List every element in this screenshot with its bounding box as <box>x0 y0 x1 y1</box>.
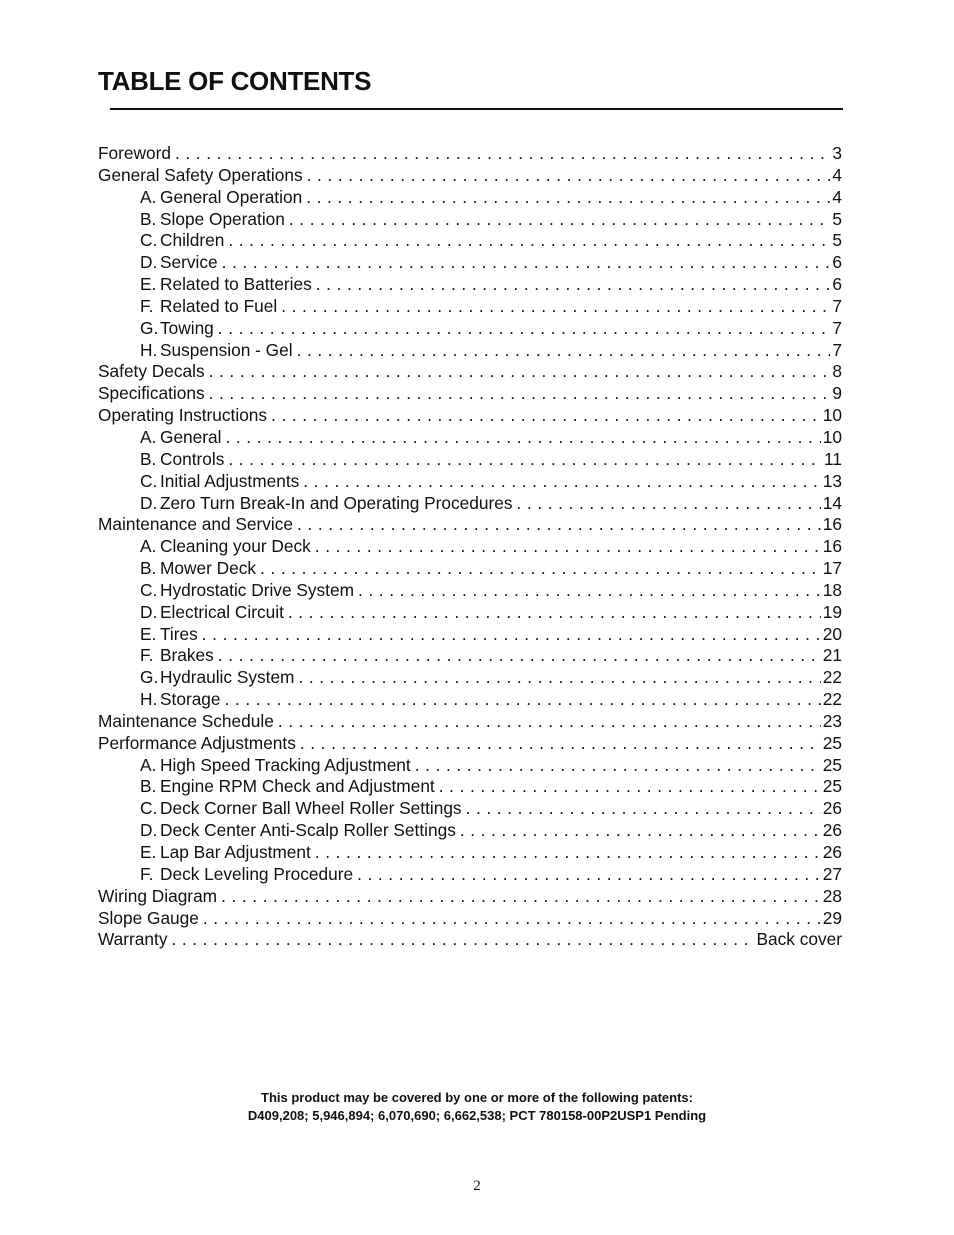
toc-entry-text: Suspension - Gel <box>160 339 293 360</box>
toc-subentry <box>98 296 842 318</box>
toc-entry-page: 5 <box>832 208 842 229</box>
toc-subentry <box>98 580 842 602</box>
toc-entry-label <box>140 493 513 515</box>
toc-entry-label <box>140 471 299 493</box>
toc-entry-page: 25 <box>822 732 842 753</box>
toc-entry-text: Tires <box>160 623 198 644</box>
toc-entry-text: High Speed Tracking Adjustment <box>160 754 411 775</box>
dot-leader <box>209 361 831 383</box>
toc-entry-label <box>140 449 224 471</box>
toc-entry-label <box>140 624 198 646</box>
toc-entry-letter: E. <box>140 623 157 644</box>
toc-entry-page: 19 <box>822 601 842 622</box>
toc-entry-label <box>140 318 214 340</box>
toc-entry-page: 9 <box>832 383 842 404</box>
toc-entry-page: 3 <box>832 143 842 163</box>
toc-entry-page: 7 <box>832 339 842 360</box>
dot-leader <box>415 755 821 777</box>
toc-entry-label <box>140 558 256 580</box>
toc-entry-letter: F. <box>140 863 154 884</box>
toc-entry-letter: D. <box>140 252 158 273</box>
toc-entry-text: Electrical Circuit <box>160 601 284 622</box>
toc-entry-letter: D. <box>140 601 158 622</box>
toc-entry-label <box>98 383 205 405</box>
toc-entry-page: 7 <box>832 295 842 316</box>
toc-subentry <box>98 798 842 820</box>
dot-leader <box>288 602 821 624</box>
toc-entry-label <box>140 776 435 798</box>
toc-entry <box>98 383 842 405</box>
dot-leader <box>202 624 821 646</box>
toc-entry-page: 21 <box>822 645 842 666</box>
dot-leader <box>222 252 831 274</box>
toc-entry-page: 6 <box>832 274 842 295</box>
toc-entry-page: 20 <box>822 623 842 644</box>
dot-leader <box>271 405 821 427</box>
toc-entry-page: 27 <box>822 863 842 884</box>
toc-entry-text: Cleaning your Deck <box>160 536 311 557</box>
toc-subentry <box>98 471 842 493</box>
toc-subentry <box>98 187 842 209</box>
toc-entry-page: 25 <box>822 754 842 775</box>
dot-leader <box>439 776 821 798</box>
dot-leader <box>218 645 821 667</box>
toc-entry-text: Maintenance and Service <box>98 514 294 535</box>
toc-entry-letter: H. <box>140 689 158 710</box>
toc-entry <box>98 929 842 951</box>
toc-entry <box>98 908 842 930</box>
toc-entry-letter: F. <box>140 295 154 316</box>
toc-entry-label <box>140 187 302 209</box>
toc-entry-letter: D. <box>140 492 158 513</box>
toc-subentry <box>98 536 842 558</box>
toc-entry-page: 26 <box>822 842 842 862</box>
toc-entry-page: 7 <box>832 317 842 338</box>
toc-entry-text: Foreword <box>98 143 171 163</box>
toc-entry-page: 26 <box>822 798 842 819</box>
toc-entry-text: Operating Instructions <box>98 405 268 426</box>
dot-leader <box>278 711 821 733</box>
toc-entry-text: Mower Deck <box>160 558 257 579</box>
toc-entry-page: 4 <box>832 164 842 185</box>
toc-entry <box>98 886 842 908</box>
toc-entry-letter: C. <box>140 579 158 600</box>
toc-entry-letter: E. <box>140 274 157 295</box>
toc-entry-label <box>140 209 285 231</box>
toc-subentry <box>98 864 842 886</box>
toc-entry-letter: F. <box>140 645 154 666</box>
toc-entry-page: 17 <box>822 558 842 579</box>
toc-entry-label <box>140 536 311 558</box>
toc-entry-text: Performance Adjustments <box>98 732 296 753</box>
dot-leader <box>228 230 830 252</box>
toc-entry-label <box>140 340 293 362</box>
toc-entry <box>98 733 842 755</box>
toc-entry-label <box>98 908 199 930</box>
toc-entry-label <box>140 274 312 296</box>
toc-entry <box>98 143 842 165</box>
toc-entry-page: 26 <box>822 820 842 841</box>
toc-entry-page: 25 <box>822 776 842 797</box>
toc-entry-text: Maintenance Schedule <box>98 710 274 731</box>
toc-entry-text: Hydraulic System <box>160 667 295 688</box>
toc-subentry <box>98 230 842 252</box>
dot-leader <box>260 558 821 580</box>
toc-entry-page: 22 <box>822 689 842 710</box>
toc-subentry <box>98 449 842 471</box>
toc-entry-label <box>98 711 274 733</box>
patent-notice-line2: D409,208; 5,946,894; 6,070,690; 6,662,538; PCT 780158-00P2USP1 Pending <box>247 1108 707 1123</box>
toc-entry-page: 22 <box>822 667 842 688</box>
toc-entry-letter: E. <box>140 842 157 862</box>
toc-entry-label <box>98 514 293 536</box>
toc-entry-letter: G. <box>140 317 159 338</box>
toc-entry-label <box>140 755 411 777</box>
dot-leader <box>209 383 831 405</box>
dot-leader <box>281 296 830 318</box>
dot-leader <box>358 580 821 602</box>
toc-entry <box>98 711 842 733</box>
toc-entry-page: 11 <box>824 448 842 469</box>
toc-subentry <box>98 318 842 340</box>
toc-entry-letter: B. <box>140 448 157 469</box>
toc-entry-label <box>140 864 353 886</box>
toc-subentry <box>98 427 842 449</box>
dot-leader <box>203 908 821 930</box>
toc-subentry <box>98 602 842 624</box>
dot-leader <box>300 733 821 755</box>
dot-leader <box>303 471 820 493</box>
toc-entry-label <box>98 361 205 383</box>
toc-entry-page: 10 <box>822 426 842 447</box>
toc-entry-text: Safety Decals <box>98 361 205 382</box>
toc-entry-page: 6 <box>832 252 842 273</box>
toc-entry-page: 28 <box>822 885 842 906</box>
toc-subentry <box>98 755 842 777</box>
toc-entry-text: Deck Leveling Procedure <box>160 863 354 884</box>
toc-subentry <box>98 842 842 864</box>
toc-entry-letter: H. <box>140 339 158 360</box>
dot-leader <box>307 165 831 187</box>
toc-entry-letter: B. <box>140 776 157 797</box>
toc-entry-letter: B. <box>140 558 157 579</box>
toc-entry-page: 16 <box>822 536 842 557</box>
toc-entry-label <box>98 143 171 165</box>
toc-entry <box>98 361 842 383</box>
toc-entry-text: Deck Center Anti-Scalp Roller Settings <box>160 820 456 841</box>
title-divider <box>110 108 843 110</box>
dot-leader <box>289 209 830 231</box>
toc-entry-page: Back cover <box>756 929 842 950</box>
toc-entry-text: Brakes <box>160 645 214 666</box>
dot-leader <box>298 667 820 689</box>
toc-entry-label <box>140 798 462 820</box>
dot-leader <box>221 886 821 908</box>
page-number: 2 <box>473 1178 481 1194</box>
dot-leader <box>466 798 821 820</box>
dot-leader <box>315 842 821 864</box>
table-of-contents <box>98 143 842 951</box>
toc-entry-text: Engine RPM Check and Adjustment <box>160 776 435 797</box>
dot-leader <box>357 864 821 886</box>
toc-entry-page: 18 <box>822 579 842 600</box>
toc-subentry <box>98 645 842 667</box>
toc-entry-label <box>140 580 354 602</box>
toc-entry-label <box>140 230 224 252</box>
toc-entry-page: 16 <box>822 514 842 535</box>
toc-subentry <box>98 209 842 231</box>
toc-entry-page: 29 <box>822 907 842 928</box>
toc-subentry <box>98 274 842 296</box>
toc-entry-letter: C. <box>140 470 158 491</box>
toc-entry-label <box>98 165 303 187</box>
dot-leader <box>517 493 821 515</box>
toc-entry-label <box>140 645 214 667</box>
toc-entry-label <box>140 252 218 274</box>
toc-entry-text: Storage <box>160 689 221 710</box>
dot-leader <box>297 340 831 362</box>
toc-entry-text: General Safety Operations <box>98 164 303 185</box>
toc-entry-label <box>140 689 221 711</box>
toc-entry-letter: A. <box>140 186 157 207</box>
dot-leader <box>460 820 821 842</box>
toc-subentry <box>98 340 842 362</box>
toc-entry-label <box>140 427 221 449</box>
dot-leader <box>218 318 831 340</box>
dot-leader <box>297 514 821 536</box>
toc-entry-label <box>140 296 277 318</box>
toc-entry-letter: A. <box>140 426 157 447</box>
toc-entry-text: Slope Gauge <box>98 907 199 928</box>
toc-entry-label <box>140 820 456 842</box>
toc-entry-page: 8 <box>832 361 842 382</box>
toc-subentry <box>98 820 842 842</box>
toc-entry-text: Deck Corner Ball Wheel Roller Settings <box>160 798 462 819</box>
toc-entry-text: Towing <box>160 317 214 338</box>
dot-leader <box>225 427 820 449</box>
toc-entry-page: 10 <box>822 405 842 426</box>
toc-entry-letter: C. <box>140 230 158 251</box>
toc-entry-page: 23 <box>822 710 842 731</box>
toc-subentry <box>98 493 842 515</box>
toc-entry <box>98 405 842 427</box>
toc-entry-text: Related to Fuel <box>160 295 278 316</box>
toc-subentry <box>98 689 842 711</box>
dot-leader <box>225 689 821 711</box>
toc-entry-text: Lap Bar Adjustment <box>160 842 311 862</box>
toc-entry-page: 14 <box>822 492 842 513</box>
toc-entry-text: Slope Operation <box>160 208 285 229</box>
toc-entry-text: Service <box>160 252 218 273</box>
toc-entry-label <box>140 602 284 624</box>
toc-entry-text: General Operation <box>160 186 303 207</box>
toc-entry-text: Specifications <box>98 383 205 404</box>
toc-entry-text: Warranty <box>98 929 168 950</box>
toc-subentry <box>98 776 842 798</box>
toc-entry-label <box>98 733 296 755</box>
toc-entry-label <box>140 667 294 689</box>
toc-entry-letter: A. <box>140 754 157 775</box>
toc-entry-page: 13 <box>822 470 842 491</box>
toc-entry-text: Initial Adjustments <box>160 470 300 491</box>
toc-subentry <box>98 667 842 689</box>
toc-entry-letter: C. <box>140 798 158 819</box>
dot-leader <box>228 449 822 471</box>
toc-subentry <box>98 252 842 274</box>
toc-entry-page: 5 <box>832 230 842 251</box>
toc-entry-text: Wiring Diagram <box>98 885 218 906</box>
toc-entry <box>98 514 842 536</box>
toc-entry-text: Hydrostatic Drive System <box>160 579 354 600</box>
toc-entry-text: Related to Batteries <box>160 274 312 295</box>
toc-entry-text: Controls <box>160 448 225 469</box>
patent-notice-line1: This product may be covered by one or more of the following patents: <box>261 1090 693 1105</box>
dot-leader <box>315 536 821 558</box>
dot-leader <box>306 187 830 209</box>
dot-leader <box>175 143 830 165</box>
toc-entry-label <box>140 842 311 864</box>
toc-subentry <box>98 558 842 580</box>
toc-entry-label <box>98 929 167 951</box>
toc-entry-letter: A. <box>140 536 157 557</box>
toc-entry-letter: B. <box>140 208 157 229</box>
dot-leader <box>171 929 754 951</box>
toc-entry-text: Children <box>160 230 225 251</box>
toc-entry-text: General <box>160 426 222 447</box>
toc-entry-label <box>98 405 267 427</box>
toc-entry-page: 4 <box>832 186 842 207</box>
dot-leader <box>316 274 831 296</box>
page-title: TABLE OF CONTENTS <box>98 66 372 96</box>
toc-entry-letter: D. <box>140 820 158 841</box>
toc-entry-letter: G. <box>140 667 159 688</box>
toc-entry-label <box>98 886 217 908</box>
toc-entry <box>98 165 842 187</box>
toc-entry-text: Zero Turn Break-In and Operating Procedures <box>160 492 513 513</box>
toc-subentry <box>98 624 842 646</box>
